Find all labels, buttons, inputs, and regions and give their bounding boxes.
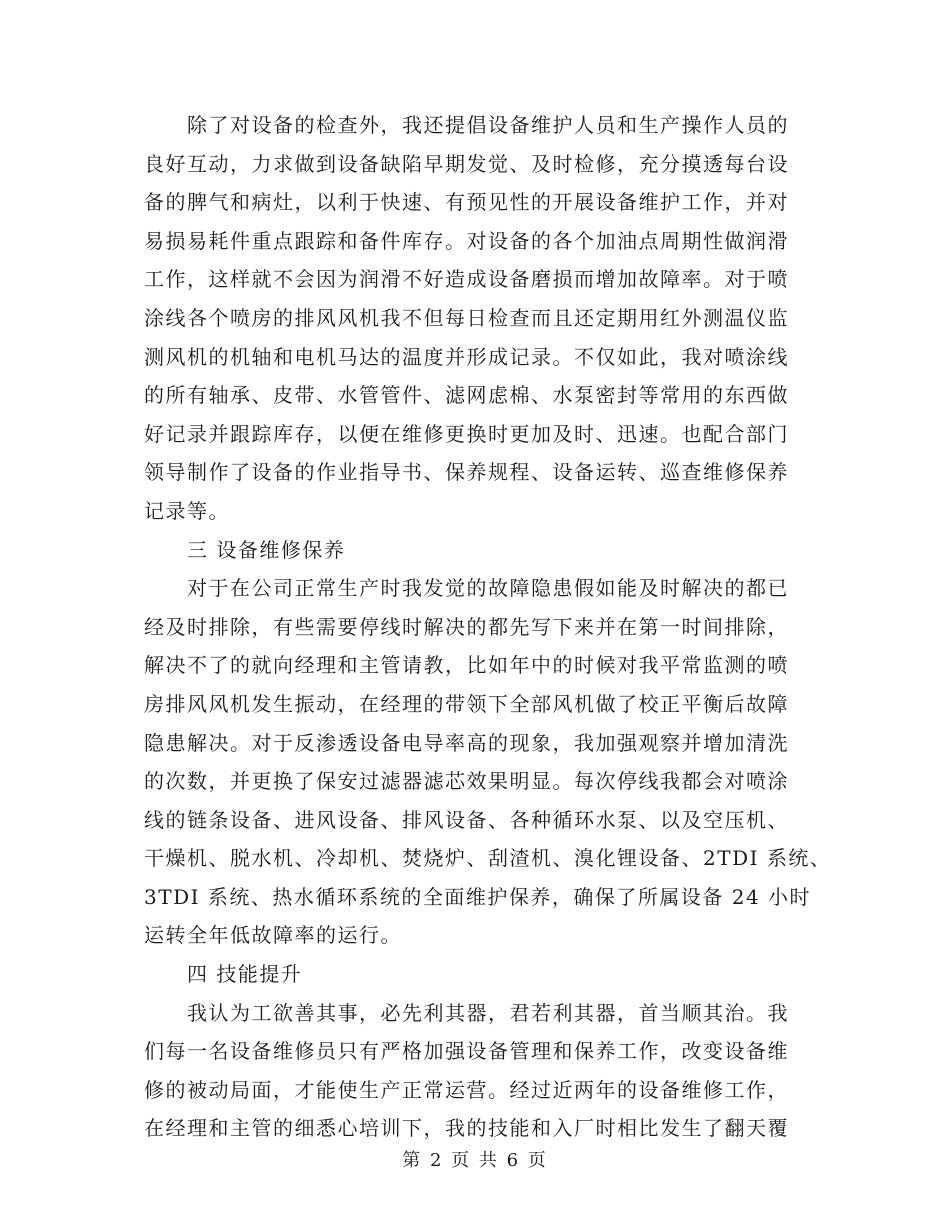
text-line: 良好互动，力求做到设备缺陷早期发觉、及时检修，充分摸透每台设 [144,151,789,176]
text-line: 修的被动局面，才能使生产正常运营。经过近两年的设备维修工作， [144,1077,789,1102]
text-line: 记录等。 [144,498,230,523]
text-line: 隐患解决。对于反渗透设备电导率高的现象，我加强观察并增加清洗 [144,730,789,755]
text-line: 解决不了的就向经理和主管请教，比如年中的时候对我平常监测的喷 [144,653,789,678]
text-line: 好记录并跟踪库存，以便在维修更换时更加及时、迅速。也配合部门 [144,421,789,446]
text-line: 除了对设备的检查外，我还提倡设备维护人员和生产操作人员的 [187,113,789,137]
text-line: 3TDI 系统、热水循环系统的全面维护保养，确保了所属设备 24 小时 [144,884,812,909]
text-line: 房排风风机发生振动，在经理的带领下全部风机做了校正平衡后故障 [144,691,789,716]
text-line: 运转全年低故障率的运行。 [144,923,402,948]
text-line: 的次数，并更换了保安过滤器滤芯效果明显。每次停线我都会对喷涂 [144,769,789,794]
text-line: 经及时排除，有些需要停线时解决的都先写下来并在第一时间排除， [144,614,789,639]
text-line: 在经理和主管的细悉心培训下，我的技能和入厂时相比发生了翻天覆 [144,1116,789,1141]
text-line: 易损易耗件重点跟踪和备件库存。对设备的各个加油点周期性做润滑 [144,228,789,253]
text-line: 的所有轴承、皮带、水管管件、滤网虑棉、水泵密封等常用的东西做 [144,383,789,408]
text-line: 测风机的机轴和电机马达的温度并形成记录。不仅如此，我对喷涂线 [144,344,789,369]
text-line: 我认为工欲善其事，必先利其器，君若利其器，首当顺其治。我 [187,1000,789,1025]
text-line: 干燥机、脱水机、冷却机、焚烧炉、刮渣机、溴化锂设备、2TDI 系统、 [144,846,832,871]
text-line: 线的链条设备、进风设备、排风设备、各种循环水泵、以及空压机、 [144,807,789,832]
text-line: 们每一名设备维修员只有严格加强设备管理和保养工作，改变设备维 [144,1039,789,1064]
text-line: 对于在公司正常生产时我发觉的故障隐患假如能及时解决的都已 [187,576,789,601]
body-text [144,106,832,1148]
text-line: 涂线各个喷房的排风风机我不但每日检查而且还定期用红外测温仪监 [144,305,789,330]
text-line: 领导制作了设备的作业指导书、保养规程、设备运转、巡查维修保养 [144,460,789,485]
section-heading: 四 技能提升 [187,962,303,987]
text-line: 备的脾气和病灶，以利于快速、有预见性的开展设备维护工作，并对 [144,190,789,215]
text-line: 工作，这样就不会因为润滑不好造成设备磨损而增加故障率。对于喷 [144,267,789,292]
page-number-footer: 第 2 页 共 6 页 [402,1150,548,1171]
section-heading: 三 设备维修保养 [187,537,346,562]
